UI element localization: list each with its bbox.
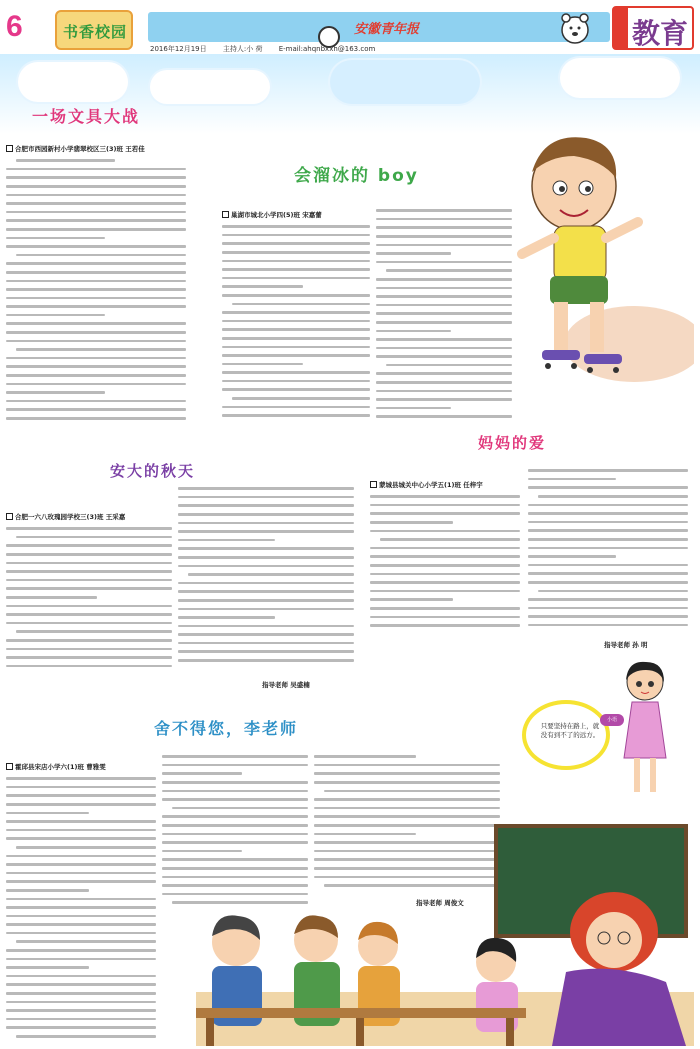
text-line xyxy=(376,232,512,241)
text-line xyxy=(6,774,156,783)
text-line xyxy=(222,239,370,248)
text-line xyxy=(178,536,354,545)
text-line xyxy=(528,475,688,484)
text-line xyxy=(528,621,688,630)
text-line xyxy=(6,593,172,602)
text-line xyxy=(222,342,370,351)
text-line xyxy=(6,1015,156,1024)
issue-date: 2016年12月19日 xyxy=(150,45,207,53)
masthead-band xyxy=(148,12,610,42)
text-line xyxy=(370,544,520,553)
text-line xyxy=(6,644,172,653)
text-line xyxy=(6,379,186,388)
article-byline: 蒙城县城关中心小学五(1)班 任梓宇 xyxy=(370,480,483,489)
text-line xyxy=(376,206,512,215)
text-line xyxy=(222,411,370,420)
text-line xyxy=(6,783,156,792)
text-line xyxy=(376,335,512,344)
text-line xyxy=(6,524,172,533)
text-line xyxy=(528,561,688,570)
text-line xyxy=(6,894,156,903)
article-title: 会溜冰的 boy xyxy=(294,166,419,186)
text-line xyxy=(6,259,186,268)
text-line xyxy=(222,274,370,283)
text-line xyxy=(6,216,186,225)
text-line xyxy=(178,647,354,656)
text-line xyxy=(6,371,186,380)
article-body xyxy=(222,222,370,422)
text-line xyxy=(178,553,354,562)
text-line xyxy=(178,518,354,527)
column-logo xyxy=(55,10,133,50)
text-line xyxy=(370,578,520,587)
text-line xyxy=(6,302,186,311)
text-line xyxy=(6,662,172,671)
text-line xyxy=(376,344,512,353)
text-line xyxy=(376,309,512,318)
text-line xyxy=(314,769,500,778)
text-line xyxy=(376,266,512,275)
text-line xyxy=(6,405,186,414)
article-byline: 合肥市西园新村小学翡翠校区三(3)班 王若佳 xyxy=(6,144,145,153)
text-line xyxy=(528,483,688,492)
text-line xyxy=(528,612,688,621)
text-line xyxy=(370,595,520,604)
text-line xyxy=(222,325,370,334)
text-line xyxy=(528,543,688,552)
text-line xyxy=(6,929,156,938)
text-line xyxy=(6,336,186,345)
text-line xyxy=(376,361,512,370)
text-line xyxy=(314,778,500,787)
text-line xyxy=(178,561,354,570)
text-line xyxy=(162,761,308,770)
text-line xyxy=(178,493,354,502)
text-line xyxy=(222,385,370,394)
text-line xyxy=(6,328,186,337)
text-line xyxy=(528,466,688,475)
text-line xyxy=(370,535,520,544)
text-line xyxy=(528,509,688,518)
text-line xyxy=(178,501,354,510)
text-line xyxy=(376,369,512,378)
text-line xyxy=(178,510,354,519)
text-line xyxy=(376,215,512,224)
text-line xyxy=(314,795,500,804)
text-line xyxy=(370,587,520,596)
text-line xyxy=(178,579,354,588)
text-line xyxy=(6,225,186,234)
text-line xyxy=(178,656,354,665)
text-line xyxy=(6,843,156,852)
text-line xyxy=(376,258,512,267)
text-line xyxy=(370,569,520,578)
cloud-decoration xyxy=(330,60,480,104)
text-line xyxy=(314,804,500,813)
text-line xyxy=(6,285,186,294)
text-line xyxy=(222,402,370,411)
text-line xyxy=(6,354,186,363)
text-line xyxy=(6,963,156,972)
text-line xyxy=(314,761,500,770)
text-line xyxy=(162,795,308,804)
text-line xyxy=(314,812,500,821)
text-line xyxy=(6,558,172,567)
text-line xyxy=(6,653,172,662)
text-line xyxy=(6,173,186,182)
text-line xyxy=(222,308,370,317)
text-line xyxy=(6,199,186,208)
text-line xyxy=(376,404,512,413)
text-line xyxy=(6,1006,156,1015)
text-line xyxy=(222,334,370,343)
page-header xyxy=(0,0,700,56)
text-line xyxy=(6,233,186,242)
text-line xyxy=(6,533,172,542)
text-line xyxy=(6,550,172,559)
text-line xyxy=(162,812,308,821)
text-line xyxy=(222,351,370,360)
text-line xyxy=(6,860,156,869)
education-logo xyxy=(612,6,694,50)
editor-name: 主持人:小 荷 xyxy=(222,45,263,53)
text-line xyxy=(162,804,308,813)
text-line xyxy=(222,360,370,369)
text-line xyxy=(222,265,370,274)
text-line xyxy=(6,817,156,826)
text-line xyxy=(178,604,354,613)
text-line xyxy=(376,386,512,395)
article-body xyxy=(6,774,156,1042)
text-line xyxy=(370,621,520,630)
article-body xyxy=(376,206,512,422)
text-line xyxy=(370,492,520,501)
text-line xyxy=(178,544,354,553)
text-line xyxy=(222,394,370,403)
text-line xyxy=(6,1023,156,1032)
text-line xyxy=(6,276,186,285)
text-line xyxy=(376,318,512,327)
text-line xyxy=(6,414,186,423)
text-line xyxy=(6,912,156,921)
quote-tag: 小语 xyxy=(600,714,624,726)
roller-skating-boy-illustration xyxy=(514,126,694,390)
text-line xyxy=(6,800,156,809)
text-line xyxy=(178,527,354,536)
text-line xyxy=(370,552,520,561)
text-line xyxy=(370,561,520,570)
article-body xyxy=(370,492,520,638)
text-line xyxy=(6,182,186,191)
text-line xyxy=(376,352,512,361)
text-line xyxy=(222,368,370,377)
text-line xyxy=(6,946,156,955)
text-line xyxy=(6,576,172,585)
text-line xyxy=(6,903,156,912)
text-line xyxy=(6,156,186,165)
text-line xyxy=(222,377,370,386)
text-line xyxy=(6,851,156,860)
text-line xyxy=(528,604,688,613)
article-title: 安大的秋天 xyxy=(110,462,196,480)
text-line xyxy=(178,587,354,596)
article-signature: 指导老师 周俊文 xyxy=(416,899,464,907)
article-byline: 霍邱县宋店小学六(1)班 曹雅雯 xyxy=(6,762,106,771)
cloud-decoration xyxy=(150,70,270,104)
article-body xyxy=(178,484,354,668)
text-line xyxy=(528,586,688,595)
text-line xyxy=(528,552,688,561)
text-line xyxy=(6,980,156,989)
text-line xyxy=(222,282,370,291)
text-line xyxy=(376,395,512,404)
newspaper-name: 安徽青年报 xyxy=(354,22,420,37)
text-line xyxy=(222,222,370,231)
editor-email: E-mail:ahqnbxxh@163.com xyxy=(278,45,376,53)
text-line xyxy=(6,869,156,878)
article-body xyxy=(528,466,688,636)
cloud-decoration xyxy=(18,62,128,102)
text-line xyxy=(178,570,354,579)
cloud-decoration xyxy=(560,58,680,98)
text-line xyxy=(376,275,512,284)
text-line xyxy=(6,997,156,1006)
text-line xyxy=(6,791,156,800)
text-line xyxy=(222,317,370,326)
article-body xyxy=(6,156,186,426)
text-line xyxy=(370,612,520,621)
quote-bubble xyxy=(522,700,617,770)
text-line xyxy=(6,808,156,817)
text-line xyxy=(314,752,500,761)
text-line xyxy=(376,326,512,335)
text-line xyxy=(6,388,186,397)
text-line xyxy=(370,518,520,527)
text-line xyxy=(6,319,186,328)
text-line xyxy=(6,937,156,946)
text-line xyxy=(314,786,500,795)
education-logo-text: 教育 xyxy=(632,17,689,50)
text-line xyxy=(376,292,512,301)
text-line xyxy=(222,248,370,257)
text-line xyxy=(6,826,156,835)
text-line xyxy=(162,778,308,787)
text-line xyxy=(376,301,512,310)
text-line xyxy=(6,268,186,277)
masthead-meta xyxy=(150,44,389,54)
text-line xyxy=(6,362,186,371)
text-line xyxy=(6,294,186,303)
text-line xyxy=(178,639,354,648)
text-line xyxy=(6,886,156,895)
text-line xyxy=(222,291,370,300)
text-line xyxy=(178,596,354,605)
page-number: 6 xyxy=(6,10,23,43)
text-line xyxy=(6,251,186,260)
article-body xyxy=(6,524,172,678)
text-line xyxy=(528,518,688,527)
text-line xyxy=(6,165,186,174)
text-line xyxy=(6,567,172,576)
text-line xyxy=(376,223,512,232)
girl-illustration xyxy=(614,658,676,800)
text-line xyxy=(528,535,688,544)
article-title: 妈妈的爱 xyxy=(478,434,547,452)
article-signature: 指导老师 吴盛楠 xyxy=(262,681,310,689)
text-line xyxy=(528,569,688,578)
text-line xyxy=(6,636,172,645)
text-line xyxy=(178,622,354,631)
text-line xyxy=(6,834,156,843)
text-line xyxy=(6,920,156,929)
text-line xyxy=(222,231,370,240)
text-line xyxy=(6,584,172,593)
text-line xyxy=(528,500,688,509)
text-line xyxy=(162,769,308,778)
text-line xyxy=(370,509,520,518)
text-line xyxy=(6,1032,156,1041)
text-line xyxy=(6,541,172,550)
text-line xyxy=(528,526,688,535)
text-line xyxy=(376,283,512,292)
text-line xyxy=(178,613,354,622)
text-line xyxy=(370,526,520,535)
text-line xyxy=(6,190,186,199)
text-line xyxy=(162,752,308,761)
text-line xyxy=(162,786,308,795)
article-byline: 巢湖市城北小学四(5)班 宋嘉蕾 xyxy=(222,210,322,219)
cartoon-bear-icon xyxy=(558,8,592,48)
article-title: 一场文具大战 xyxy=(32,107,141,126)
text-line xyxy=(370,501,520,510)
text-line xyxy=(528,578,688,587)
text-line xyxy=(6,601,172,610)
text-line xyxy=(6,208,186,217)
text-line xyxy=(6,242,186,251)
text-line xyxy=(222,256,370,265)
text-line xyxy=(178,484,354,493)
text-line xyxy=(528,492,688,501)
article-signature: 指导老师 孙 明 xyxy=(604,641,648,649)
text-line xyxy=(6,989,156,998)
text-line xyxy=(376,249,512,258)
text-line xyxy=(370,604,520,613)
text-line xyxy=(6,627,172,636)
text-line xyxy=(528,595,688,604)
text-line xyxy=(178,630,354,639)
quote-text: 只要坚持在路上，就没有到不了的远方。 xyxy=(540,722,600,739)
text-line xyxy=(376,240,512,249)
text-line xyxy=(6,619,172,628)
text-line xyxy=(6,610,172,619)
article-byline: 合肥一六八玫瑰园学校三(3)班 王采嘉 xyxy=(6,512,125,521)
text-line xyxy=(6,954,156,963)
text-line xyxy=(6,311,186,320)
text-line xyxy=(376,412,512,421)
classroom-illustration xyxy=(196,822,694,1046)
text-line xyxy=(6,397,186,406)
text-line xyxy=(6,972,156,981)
text-line xyxy=(376,378,512,387)
text-line xyxy=(222,299,370,308)
text-line xyxy=(6,345,186,354)
article-title: 舍不得您，李老师 xyxy=(154,719,299,738)
text-line xyxy=(6,877,156,886)
column-logo-text: 书香校园 xyxy=(63,23,128,41)
